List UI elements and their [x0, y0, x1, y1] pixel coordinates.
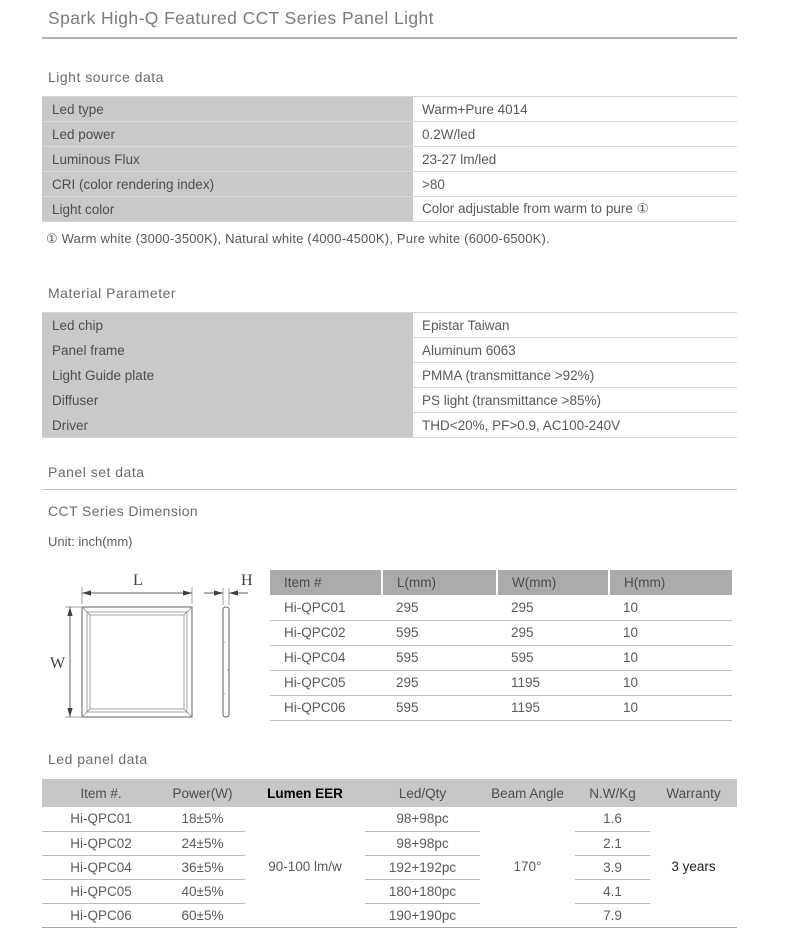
table-row: [42, 147, 737, 172]
length-dimension-label: L: [133, 572, 143, 589]
spec-value: 0.2W/led: [413, 122, 737, 147]
light-source-table: [42, 96, 737, 222]
item-cell: Hi-QPC06: [270, 695, 382, 720]
h-cell: 10: [609, 595, 732, 620]
power-cell: 36±5%: [160, 855, 245, 879]
w-cell: 295: [497, 595, 609, 620]
power-cell: 60±5%: [160, 903, 245, 927]
height-dimension-label: H: [241, 572, 253, 589]
w-cell: 1195: [497, 695, 609, 720]
table-row: [42, 903, 737, 927]
w-cell: 1195: [497, 670, 609, 695]
section-heading-panel-set: Panel set data: [42, 464, 737, 490]
spec-value: Color adjustable from warm to pure ①: [413, 197, 737, 222]
net-weight-cell: 2.1: [575, 831, 650, 855]
table-row: [42, 363, 737, 388]
warranty-cell: 3 years: [650, 807, 737, 927]
spec-label: Light color: [42, 197, 413, 222]
spec-value: THD<20%, PF>0.9, AC100-240V: [413, 413, 737, 438]
spec-value: PMMA (transmittance >92%): [413, 363, 737, 388]
item-cell: Hi-QPC01: [270, 595, 382, 620]
net-weight-cell: 1.6: [575, 807, 650, 831]
table-row: [42, 197, 737, 222]
spec-value: Epistar Taiwan: [413, 313, 737, 338]
table-row: [270, 670, 732, 695]
spec-sheet: [42, 0, 737, 928]
table-row: [42, 338, 737, 363]
table-row: [270, 695, 732, 720]
subheading-cct-dimension: CCT Series Dimension: [48, 503, 199, 519]
column-header: Item #: [270, 570, 382, 595]
net-weight-cell: 7.9: [575, 903, 650, 927]
column-header: W(mm): [497, 570, 609, 595]
table-row: [270, 620, 732, 645]
column-header: H(mm): [609, 570, 732, 595]
section-heading-light-source: Light source data: [48, 69, 164, 85]
table-row: [42, 855, 737, 879]
item-cell: Hi-QPC05: [270, 670, 382, 695]
w-cell: 595: [497, 645, 609, 670]
spec-value: PS light (transmittance >85%): [413, 388, 737, 413]
spec-label: CRI (color rendering index): [42, 172, 413, 197]
spec-value: Aluminum 6063: [413, 338, 737, 363]
spec-label: Light Guide plate: [42, 363, 413, 388]
column-header: Led/Qty: [365, 779, 480, 807]
led-qty-cell: 190+190pc: [365, 903, 480, 927]
lumen-eer-cell: 90-100 lm/w: [245, 807, 365, 927]
beam-angle-cell: 170°: [480, 807, 575, 927]
item-cell: Hi-QPC04: [42, 855, 160, 879]
unit-label: Unit: inch(mm): [48, 534, 133, 549]
column-header: L(mm): [382, 570, 497, 595]
led-qty-cell: 98+98pc: [365, 807, 480, 831]
spec-label: Luminous Flux: [42, 147, 413, 172]
section-heading-led-panel: Led panel data: [48, 751, 148, 767]
led-qty-cell: 180+180pc: [365, 879, 480, 903]
column-header: N.W/Kg: [575, 779, 650, 807]
power-cell: 24±5%: [160, 831, 245, 855]
column-header: Power(W): [160, 779, 245, 807]
table-row: [42, 807, 737, 831]
spec-label: Panel frame: [42, 338, 413, 363]
h-cell: 10: [609, 670, 732, 695]
led-qty-cell: 98+98pc: [365, 831, 480, 855]
table-row: [42, 831, 737, 855]
item-cell: Hi-QPC02: [270, 620, 382, 645]
led-panel-table: [42, 779, 737, 928]
item-cell: Hi-QPC04: [270, 645, 382, 670]
panel-dimension-diagram: [42, 562, 272, 724]
column-header: Item #.: [42, 779, 160, 807]
spec-label: Driver: [42, 413, 413, 438]
l-cell: 595: [382, 695, 497, 720]
l-cell: 295: [382, 595, 497, 620]
light-color-footnote: ① Warm white (3000-3500K), Natural white (4000-4500K), Pure white (6000-6500K).: [46, 231, 550, 246]
item-cell: Hi-QPC01: [42, 807, 160, 831]
spec-label: Led type: [42, 97, 413, 122]
l-cell: 595: [382, 645, 497, 670]
h-cell: 10: [609, 695, 732, 720]
led-qty-cell: 192+192pc: [365, 855, 480, 879]
dimension-table: [270, 570, 732, 721]
table-row: [42, 313, 737, 338]
spec-label: Diffuser: [42, 388, 413, 413]
h-cell: 10: [609, 620, 732, 645]
l-cell: 295: [382, 670, 497, 695]
table-header-row: [270, 570, 732, 595]
table-row: [42, 413, 737, 438]
column-header-lumen-eer: Lumen EER: [245, 779, 365, 807]
spec-value: >80: [413, 172, 737, 197]
page-title: Spark High-Q Featured CCT Series Panel Light: [42, 0, 737, 39]
width-dimension-label: W: [50, 655, 66, 672]
power-cell: 40±5%: [160, 879, 245, 903]
w-cell: 295: [497, 620, 609, 645]
spec-label: Led power: [42, 122, 413, 147]
power-cell: 18±5%: [160, 807, 245, 831]
l-cell: 595: [382, 620, 497, 645]
dimension-section: [42, 562, 737, 730]
item-cell: Hi-QPC02: [42, 831, 160, 855]
table-row: [270, 595, 732, 620]
table-row: [42, 172, 737, 197]
net-weight-cell: 4.1: [575, 879, 650, 903]
spec-value: 23-27 lm/led: [413, 147, 737, 172]
column-header: Warranty: [650, 779, 737, 807]
spec-value: Warm+Pure 4014: [413, 97, 737, 122]
item-cell: Hi-QPC06: [42, 903, 160, 927]
table-header-row: [42, 779, 737, 807]
h-cell: 10: [609, 645, 732, 670]
table-row: [270, 645, 732, 670]
table-row: [42, 122, 737, 147]
net-weight-cell: 3.9: [575, 855, 650, 879]
table-row: [42, 97, 737, 122]
section-heading-material: Material Parameter: [48, 285, 177, 301]
table-row: [42, 879, 737, 903]
column-header: Beam Angle: [480, 779, 575, 807]
item-cell: Hi-QPC05: [42, 879, 160, 903]
material-table: [42, 312, 737, 438]
table-row: [42, 388, 737, 413]
spec-label: Led chip: [42, 313, 413, 338]
